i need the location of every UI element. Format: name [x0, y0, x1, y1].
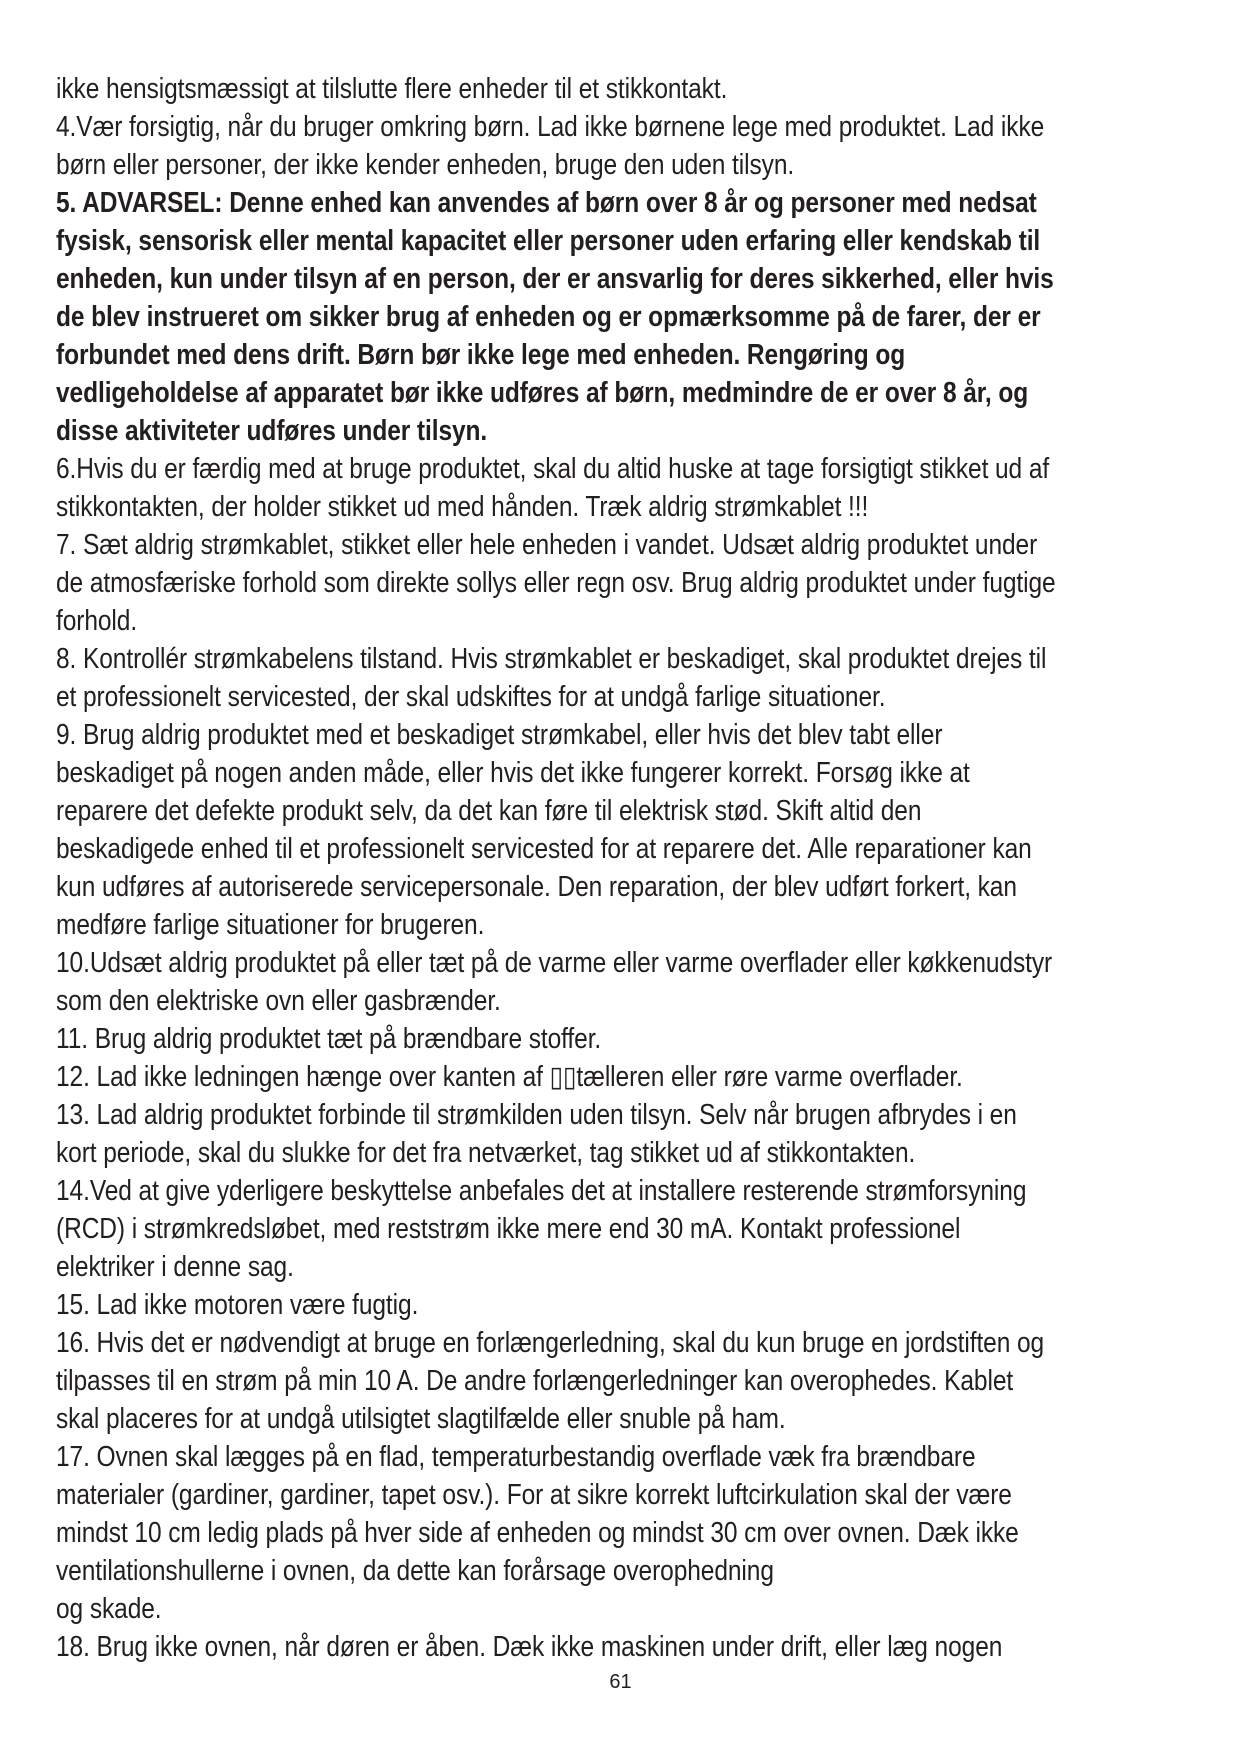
body-text-line: 9. Brug aldrig produktet med et beskadiget strømkabel, eller hvis det blev tabt eller [56, 719, 943, 751]
body-text-line: 13. Lad aldrig produktet forbinde til strømkilden uden tilsyn. Selv når brugen afbrydes i en [56, 1099, 1017, 1131]
body-text-line: stikkontakten, der holder stikket ud med hånden. Træk aldrig strømkablet !!! [56, 491, 869, 523]
document-body [56, 70, 1196, 1666]
warning-text-line: 5. ADVARSEL: Denne enhed kan anvendes af børn over 8 år og personer med nedsat [56, 187, 1037, 219]
body-text-line: 14.Ved at give yderligere beskyttelse anbefales det at installere resterende strømforsyning [56, 1175, 1027, 1207]
body-text-line: 7. Sæt aldrig strømkablet, stikket eller hele enheden i vandet. Udsæt aldrig produktet under [56, 529, 1038, 561]
body-text-line: beskadigede enhed til et professionelt servicested for at reparere det. Alle reparationer kan [56, 833, 1032, 865]
warning-text-line: disse aktiviteter udføres under tilsyn. [56, 415, 488, 447]
body-text-line: ventilationshullerne i ovnen, da dette kan forårsage overophedning [56, 1555, 774, 1587]
body-text-line: 11. Brug aldrig produktet tæt på brændbare stoffer. [56, 1023, 602, 1055]
body-text-line: 4.Vær forsigtig, når du bruger omkring børn. Lad ikke børnene lege med produktet. Lad ikke [56, 111, 1045, 143]
body-text-line: 16. Hvis det er nødvendigt at bruge en forlængerledning, skal du kun bruge en jordstiften og [56, 1327, 1045, 1359]
page-number: 61 [609, 1671, 632, 1693]
body-text-line: medføre farlige situationer for brugeren. [56, 909, 485, 941]
body-text-line: forhold. [56, 605, 138, 637]
body-text-line: og skade. [56, 1593, 162, 1625]
warning-text-line: enheden, kun under tilsyn af en person, der er ansvarlig for deres sikkerhed, eller hvis [56, 263, 1054, 295]
warning-text-line: de blev instrueret om sikker brug af enheden og er opmærksomme på de farer, der er [56, 301, 1041, 333]
body-text-line: kun udføres af autoriserede servicepersonale. Den reparation, der blev udført forkert, kan [56, 871, 1017, 903]
body-text-line: kort periode, skal du slukke for det fra netværket, tag stikket ud af stikkontakten. [56, 1137, 916, 1169]
body-text-line: materialer (gardiner, gardiner, tapet osv.). For at sikre korrekt luftcirkulation skal der være [56, 1479, 1012, 1511]
body-text-line: 18. Brug ikke ovnen, når døren er åben. Dæk ikke maskinen under drift, eller læg nogen [56, 1631, 1003, 1663]
body-text-line: skal placeres for at undgå utilsigtet slagtilfælde eller snuble på ham. [56, 1403, 786, 1435]
body-text-line: 10.Udsæt aldrig produktet på eller tæt på de varme eller varme overflader eller køkkenudstyr [56, 947, 1053, 979]
body-text-line: som den elektriske ovn eller gasbrænder. [56, 985, 501, 1017]
warning-text-line: forbundet med dens drift. Børn bør ikke lege med enheden. Rengøring og [56, 339, 906, 371]
body-text-line: mindst 10 cm ledig plads på hver side af enheden og mindst 30 cm over ovnen. Dæk ikke [56, 1517, 1019, 1549]
body-text-line: 6.Hvis du er færdig med at bruge produktet, skal du altid huske at tage forsigtigt stikket ud af [56, 453, 1050, 485]
warning-text-line: fysisk, sensorisk eller mental kapacitet eller personer uden erfaring eller kendskab til [56, 225, 1041, 257]
body-text-line: tilpasses til en strøm på min 10 A. De andre forlængerledninger kan overophedes. Kablet [56, 1365, 1014, 1397]
warning-text-line: vedligeholdelse af apparatet bør ikke udføres af børn, medmindre de er over 8 år, og [56, 377, 1029, 409]
body-text-line: 15. Lad ikke motoren være fugtig. [56, 1289, 419, 1321]
body-text-line: et professionelt servicested, der skal udskiftes for at undgå farlige situationer. [56, 681, 886, 713]
body-text-line: 17. Ovnen skal lægges på en flad, temperaturbestandig overflade væk fra brændbare [56, 1441, 976, 1473]
body-text-line: (RCD) i strømkredsløbet, med reststrøm ikke mere end 30 mA. Kontakt professionel [56, 1213, 961, 1245]
body-text-line: reparere det defekte produkt selv, da det kan føre til elektrisk stød. Skift altid den [56, 795, 922, 827]
body-text-line: ikke hensigtsmæssigt at tilslutte flere enheder til et stikkontakt. [56, 73, 728, 105]
body-text-line: 8. Kontrollér strømkabelens tilstand. Hvis strømkablet er beskadiget, skal produktet drejes til [56, 643, 1047, 675]
body-text-line: elektriker i denne sag. [56, 1251, 294, 1283]
body-text-line: 12. Lad ikke ledningen hænge over kanten af ▯▯tælleren eller røre varme overflader. [56, 1061, 963, 1093]
body-text-line: beskadiget på nogen anden måde, eller hvis det ikke fungerer korrekt. Forsøg ikke at [56, 757, 970, 789]
body-text-line: de atmosfæriske forhold som direkte sollys eller regn osv. Brug aldrig produktet under fugtige [56, 567, 1056, 599]
body-text-line: børn eller personer, der ikke kender enheden, bruge den uden tilsyn. [56, 149, 795, 181]
